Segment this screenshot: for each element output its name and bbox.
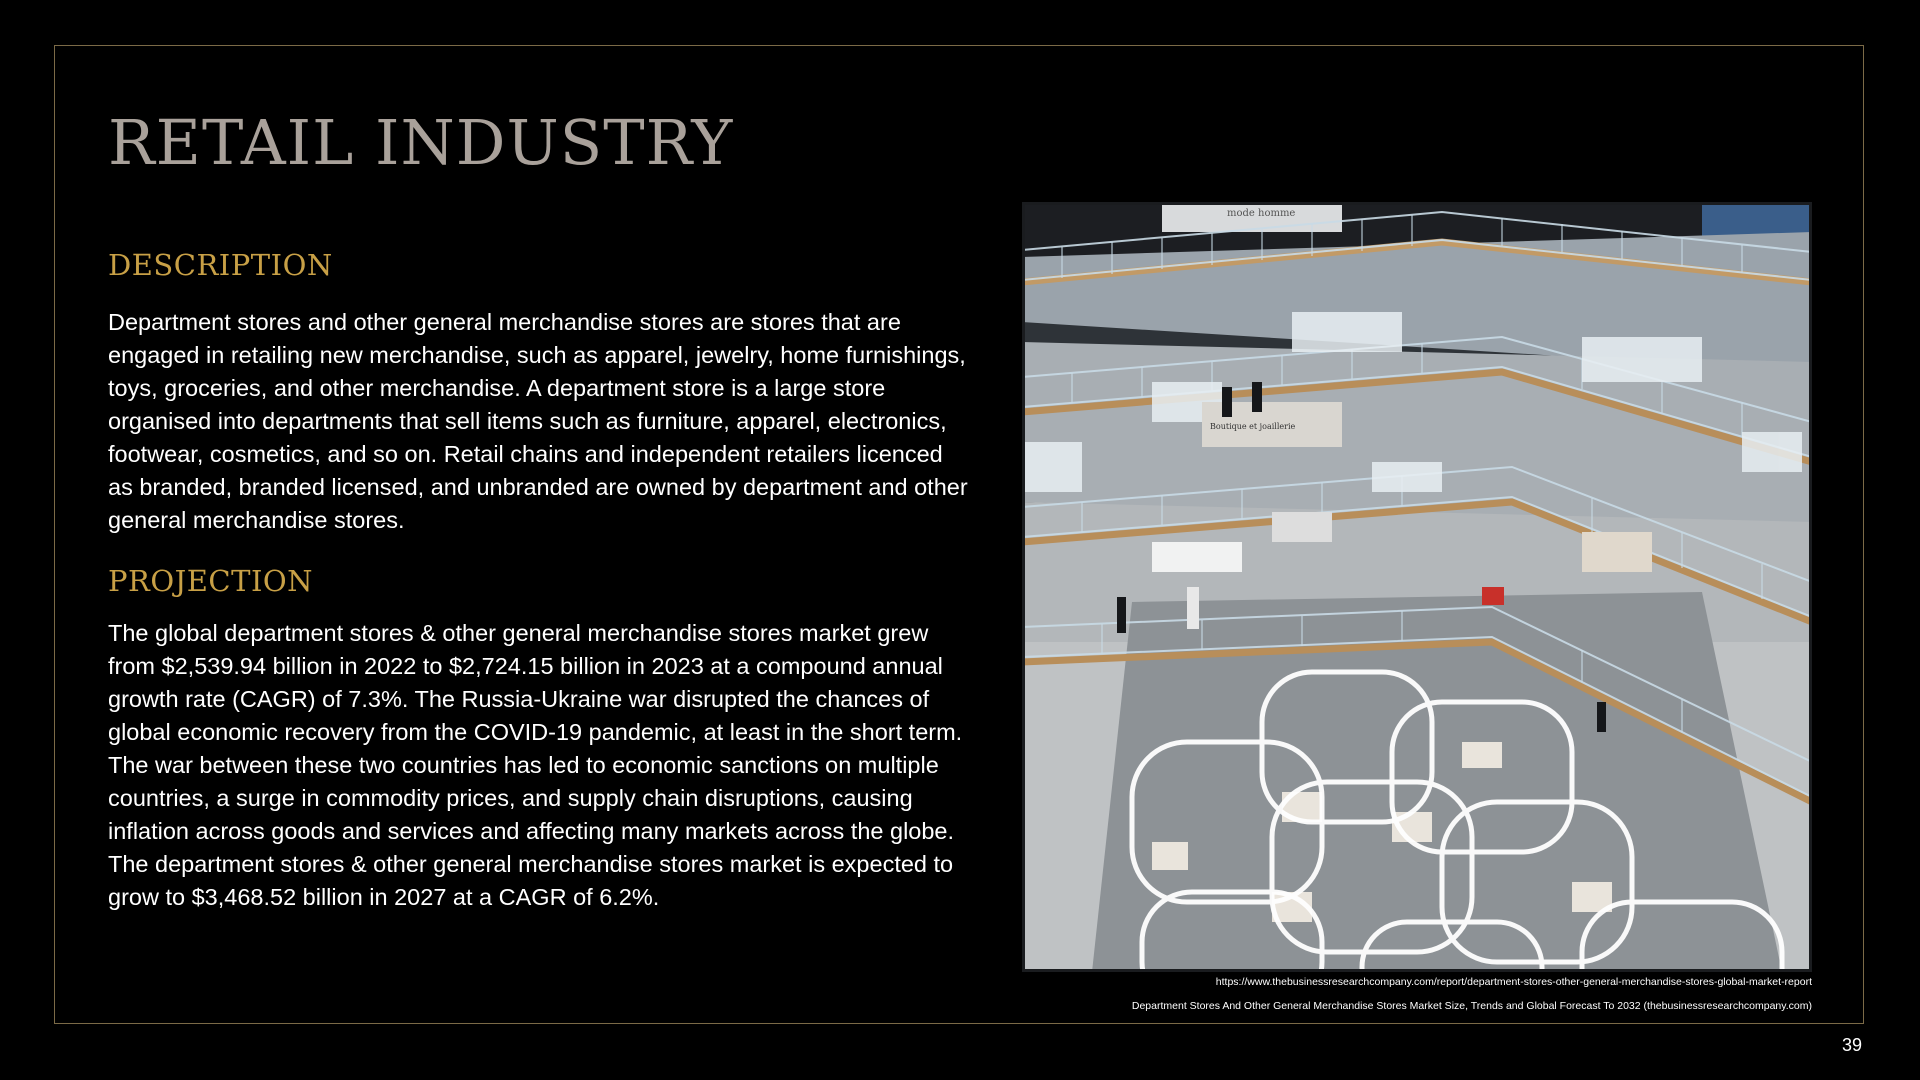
source-url[interactable]: https://www.thebusinessresearchcompany.com/report/department-stores-other-general-merchandise-stores-global-market-report <box>1215 976 1812 988</box>
page-number: 39 <box>1841 1035 1862 1055</box>
slide-title: RETAIL INDUSTRY <box>108 106 734 179</box>
store-sign-mode-homme: mode homme <box>1227 208 1296 219</box>
description-heading: DESCRIPTION <box>108 248 333 282</box>
description-body: Department stores and other general merchandise stores are stores that are engaged in retailing new merchandise, such as apparel, jewelry, home furnishings, toys, groceries, and other merchandise. A department store is a large store organised into departments that sell items such as furniture, apparel, electronics, footwear, cosmetics, and so on. Retail chains and independent retailers licenced as branded, branded licensed, and unbranded are owned by department and other general merchandise stores. <box>108 309 968 533</box>
projection-heading: PROJECTION <box>108 564 314 598</box>
source-title[interactable]: Department Stores And Other General Merchandise Stores Market Size, Trends and Global Forecast To 2032 (thebusinessresearchcompany.com) <box>1131 1000 1812 1012</box>
department-store-atrium-photo <box>1022 202 1812 972</box>
projection-body: The global department stores & other general merchandise stores market grew from $2,539.94 billion in 2022 to $2,724.15 billion in 2023 at a compound annual growth rate (CAGR) of 7.3%. The Russia-Ukraine war disrupted the chances of global economic recovery from the COVID-19 pandemic, at least in the short term. The war between these two countries has led to economic sanctions on multiple countries, a surge in commodity prices, and supply chain disruptions, causing inflation across goods and services and affecting many markets across the globe. The department stores & other general merchandise stores market is expected to grow to $3,468.52 billion in 2027 at a CAGR of 6.2%. <box>108 620 963 910</box>
store-sign-boutique: Boutique et joaillerie <box>1210 422 1296 431</box>
